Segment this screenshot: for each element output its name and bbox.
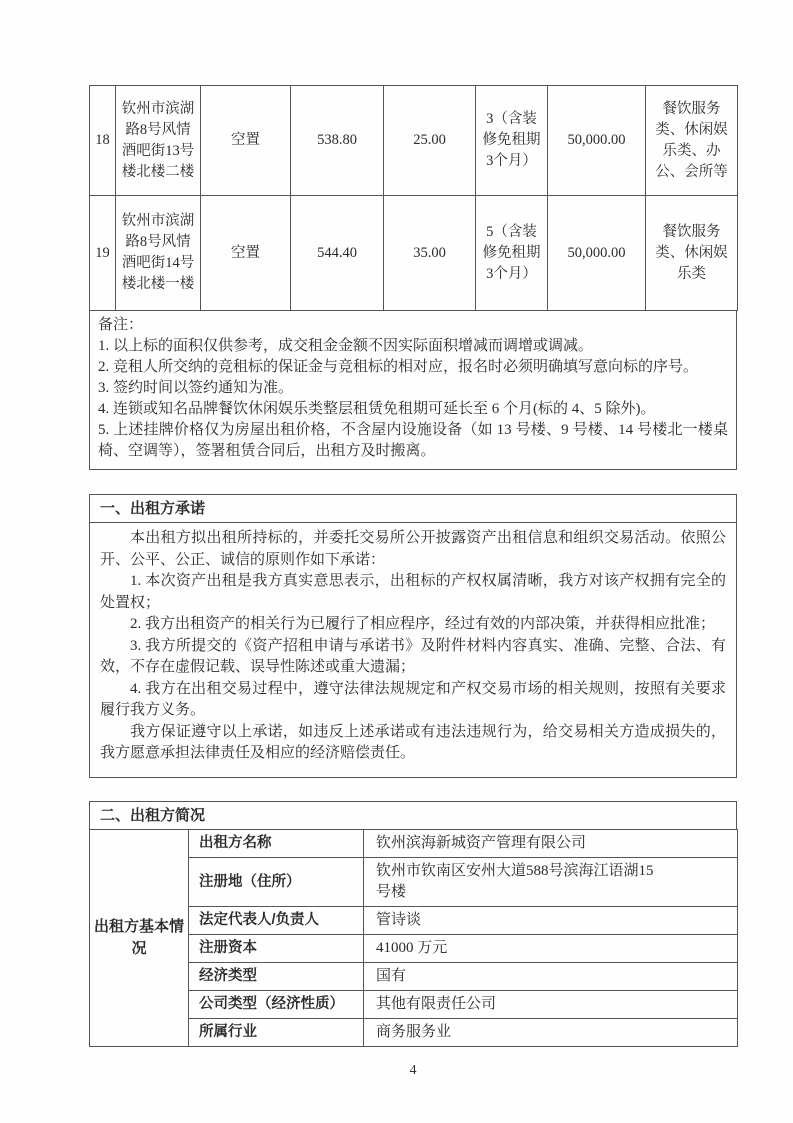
table-row [90, 196, 738, 311]
cell-lease-term: 3（含装修免租期3个月） [476, 86, 548, 196]
cell-field-label: 法定代表人/负责人 [189, 907, 364, 935]
paragraph: 3. 我方所提交的《资产招租申请与承诺书》及附件材料内容真实、准确、完整、合法、有效，不存在虚假记载、误导性陈述或重大遗漏； [100, 637, 726, 675]
cell-price: 35.00 [384, 196, 476, 311]
paragraph: 我方保证遵守以上承诺，如违反上述承诺或有违法违规行为，给交易相关方造成损失的，我方愿意承担法律责任及相应的经济赔偿责任。 [100, 723, 726, 761]
listing-table [89, 85, 738, 311]
cell-area: 538.80 [291, 86, 384, 196]
section-title: 一、出租方承诺 [90, 495, 736, 523]
note-item: 3. 签约时间以签约通知为准。 [98, 380, 294, 396]
paragraph: 本出租方拟出租所持标的，并委托交易所公开披露资产出租信息和组织交易活动。依照公开、公平、公正、诚信的原则作如下承诺： [100, 530, 726, 568]
cell-field-value: 国有 [364, 963, 738, 991]
cell-location: 钦州市滨湖路8号风情酒吧街14号楼北楼一楼 [116, 196, 201, 311]
page-number: 4 [409, 1063, 417, 1078]
cell-field-label: 出租方名称 [189, 830, 364, 858]
cell-deposit: 50,000.00 [548, 196, 646, 311]
section-body [90, 523, 736, 777]
cell-field-value: 其他有限责任公司 [364, 991, 738, 1019]
paragraph: 2. 我方出租资产的相关行为已履行了相应程序，经过有效的内部决策，并获得相应批准； [130, 616, 716, 632]
cell-listing-no: 18 [90, 86, 116, 196]
cell-listing-no: 19 [90, 196, 116, 311]
section-lessor-profile [89, 801, 737, 1047]
table-row [90, 830, 738, 858]
cell-field-label: 公司类型（经济性质） [189, 991, 364, 1019]
cell-price: 25.00 [384, 86, 476, 196]
cell-business-scope: 餐饮服务类、休闲娱乐类、办公、会所等 [646, 86, 738, 196]
paragraph: 4. 我方在出租交易过程中，遵守法律法规规定和产权交易市场的相关规则，按照有关要求履行我方义务。 [100, 680, 726, 718]
cell-field-value-text: 钦州市钦南区安州大道588号滨海江语湖15号楼 [376, 863, 654, 900]
note-item: 2. 竞租人所交纳的竞租标的保证金与竞租标的相对应，报名时必须明确填写意向标的序号。 [98, 359, 699, 375]
paragraph: 1. 本次资产出租是我方真实意思表示，出租标的产权权属清晰，我方对该产权拥有完全的处置权； [100, 573, 726, 611]
cell-business-scope: 餐饮服务类、休闲娱乐类 [646, 196, 738, 311]
cell-field-label: 所属行业 [189, 1019, 364, 1047]
note-item: 1. 以上标的面积仅供参考，成交租金金额不因实际面积增减而调增或调减。 [98, 338, 594, 354]
cell-status: 空置 [201, 196, 291, 311]
cell-group-label: 出租方基本情况 [90, 830, 189, 1047]
cell-lease-term: 5（含装修免租期3个月） [476, 196, 548, 311]
cell-field-label: 注册地（住所） [189, 858, 364, 907]
note-item: 5. 上述挂牌价格仅为房屋出租价格，不含屋内设施设备（如 13 号楼、9 号楼、14 号楼北一楼桌椅、空调等），签署租赁合同后，出租方及时搬离。 [98, 422, 728, 459]
cell-field-value: 商务服务业 [364, 1019, 738, 1047]
cell-area: 544.40 [291, 196, 384, 311]
cell-deposit: 50,000.00 [548, 86, 646, 196]
notes-box [89, 310, 737, 470]
cell-field-value: 41000 万元 [364, 935, 738, 963]
note-item: 4. 连锁或知名品牌餐饮休闲娱乐类整层租赁免租期可延长至 6 个月(标的 4、5 除外)。 [98, 401, 656, 417]
section-lessor-commitment [89, 494, 737, 778]
cell-field-label: 经济类型 [189, 963, 364, 991]
cell-field-value: 管诗谈 [364, 907, 738, 935]
notes-title: 备注： [98, 317, 144, 333]
section-title: 二、出租方简况 [89, 801, 737, 830]
cell-location: 钦州市滨湖路8号风情酒吧街13号楼北楼二楼 [116, 86, 201, 196]
table-row [90, 86, 738, 196]
cell-field-value [364, 858, 738, 907]
lessor-profile-table [89, 829, 738, 1047]
cell-field-value: 钦州滨海新城资产管理有限公司 [364, 830, 738, 858]
page-content [89, 85, 737, 1079]
cell-status: 空置 [201, 86, 291, 196]
cell-field-label: 注册资本 [189, 935, 364, 963]
